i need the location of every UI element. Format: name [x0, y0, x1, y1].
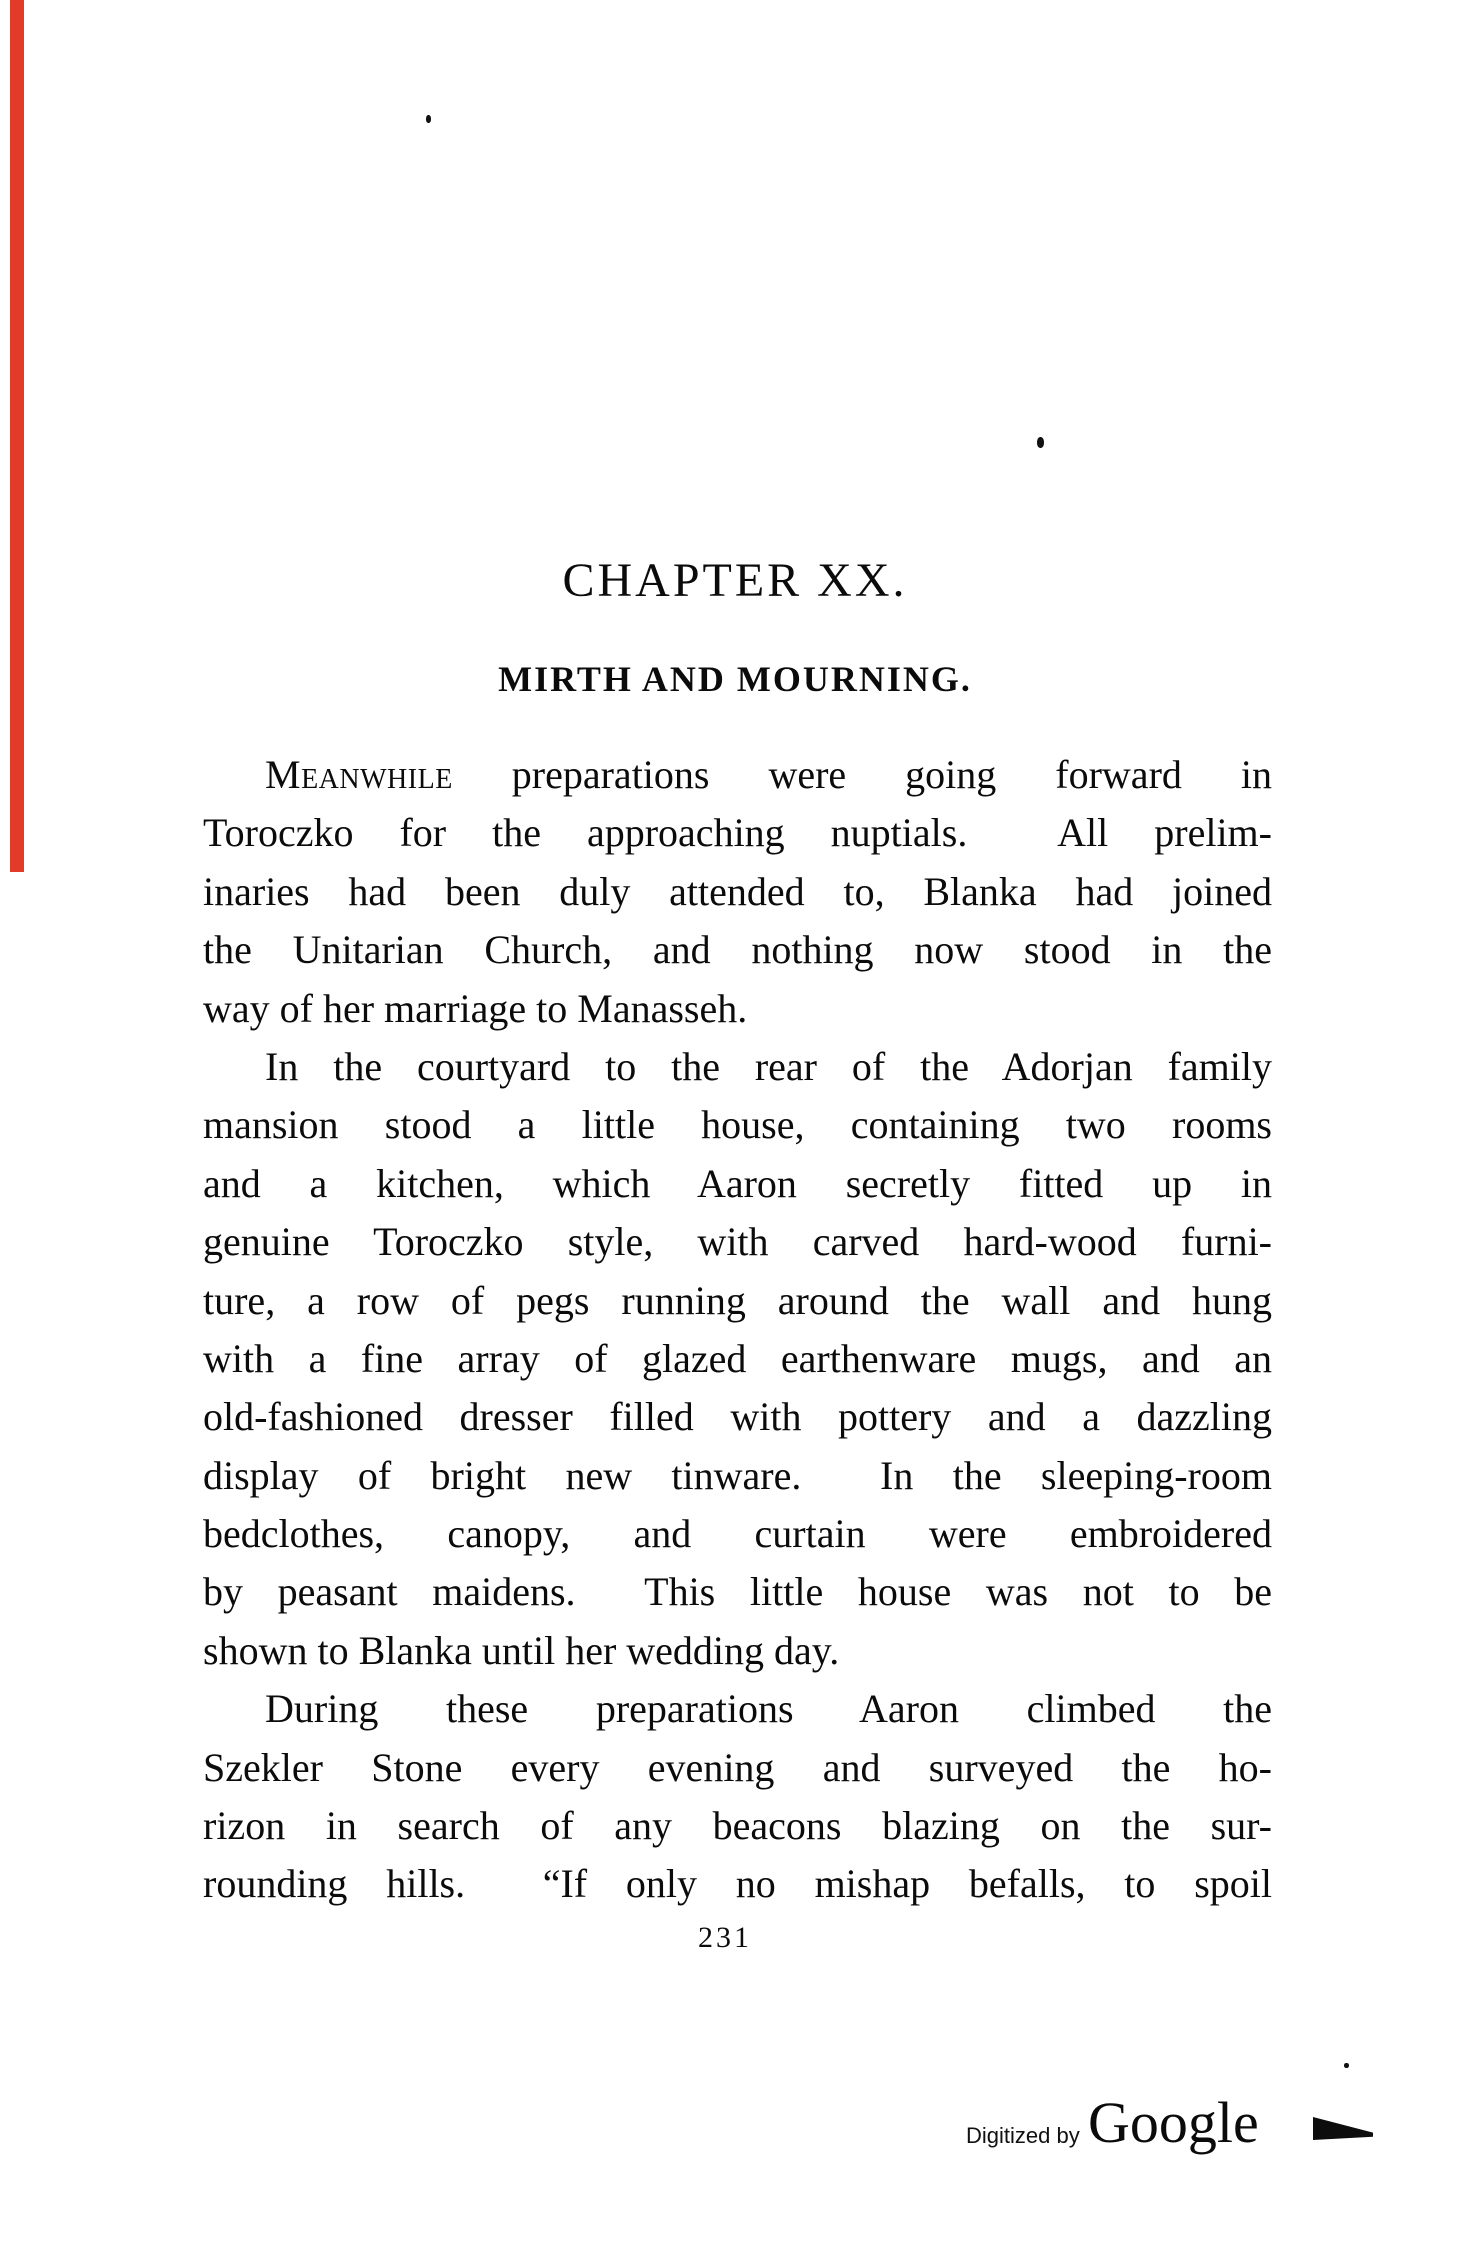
text-line: ture, a row of pegs running around the wall and hung [203, 1277, 1272, 1323]
text-line: mansion stood a little house, containing two rooms [203, 1102, 1272, 1148]
text-line: bedclothes, canopy, and curtain were embroidered [203, 1511, 1272, 1557]
small-caps-lead-word: Meanwhile [265, 752, 453, 797]
text-line: Meanwhile preparations were going forward in [265, 752, 1272, 797]
text-line: with a fine array of glazed earthenware mugs, and an [203, 1335, 1272, 1381]
page-text [203, 746, 1272, 1914]
text-line: by peasant maidens. This little house was not to be [203, 1569, 1272, 1615]
section-subheading: MIRTH AND MOURNING. [498, 659, 972, 699]
google-logo: Google [1088, 2090, 1259, 2155]
scan-speck [1037, 437, 1044, 448]
text-line: rounding hills. “If only no mishap befalls, to spoil [203, 1861, 1272, 1907]
scan-artifact-pen-mark [1313, 2117, 1373, 2140]
text-line: the Unitarian Church, and nothing now stood in the [203, 927, 1272, 973]
page-number: 231 [698, 1921, 752, 1954]
text-line: Szekler Stone every evening and surveyed the ho- [203, 1744, 1272, 1790]
text-line: and a kitchen, which Aaron secretly fitted up in [203, 1160, 1272, 1206]
digitized-watermark [966, 2090, 1296, 2174]
scan-speck [426, 115, 431, 123]
chapter-heading: CHAPTER XX. [562, 554, 908, 607]
scan-artifact-red-strip [10, 0, 24, 872]
text-line: During these preparations Aaron climbed the [265, 1686, 1272, 1732]
text-line: old-fashioned dresser filled with pottery and a dazzling [203, 1394, 1272, 1440]
text-line: way of her marriage to Manasseh. [203, 985, 748, 1031]
text-line: Toroczko for the approaching nuptials. All prelim- [203, 810, 1272, 856]
text-line: shown to Blanka until her wedding day. [203, 1627, 840, 1673]
text-line: rizon in search of any beacons blazing on the sur- [203, 1803, 1272, 1849]
text-line: In the courtyard to the rear of the Adorjan family [265, 1043, 1272, 1089]
text-line: display of bright new tinware. In the sleeping-room [203, 1452, 1272, 1498]
digitized-by-label: Digitized by [966, 2123, 1080, 2148]
scan-speck [1344, 2063, 1349, 2068]
text-line: genuine Toroczko style, with carved hard-wood furni- [203, 1219, 1272, 1265]
text-line: inaries had been duly attended to, Blanka had joined [203, 868, 1272, 914]
